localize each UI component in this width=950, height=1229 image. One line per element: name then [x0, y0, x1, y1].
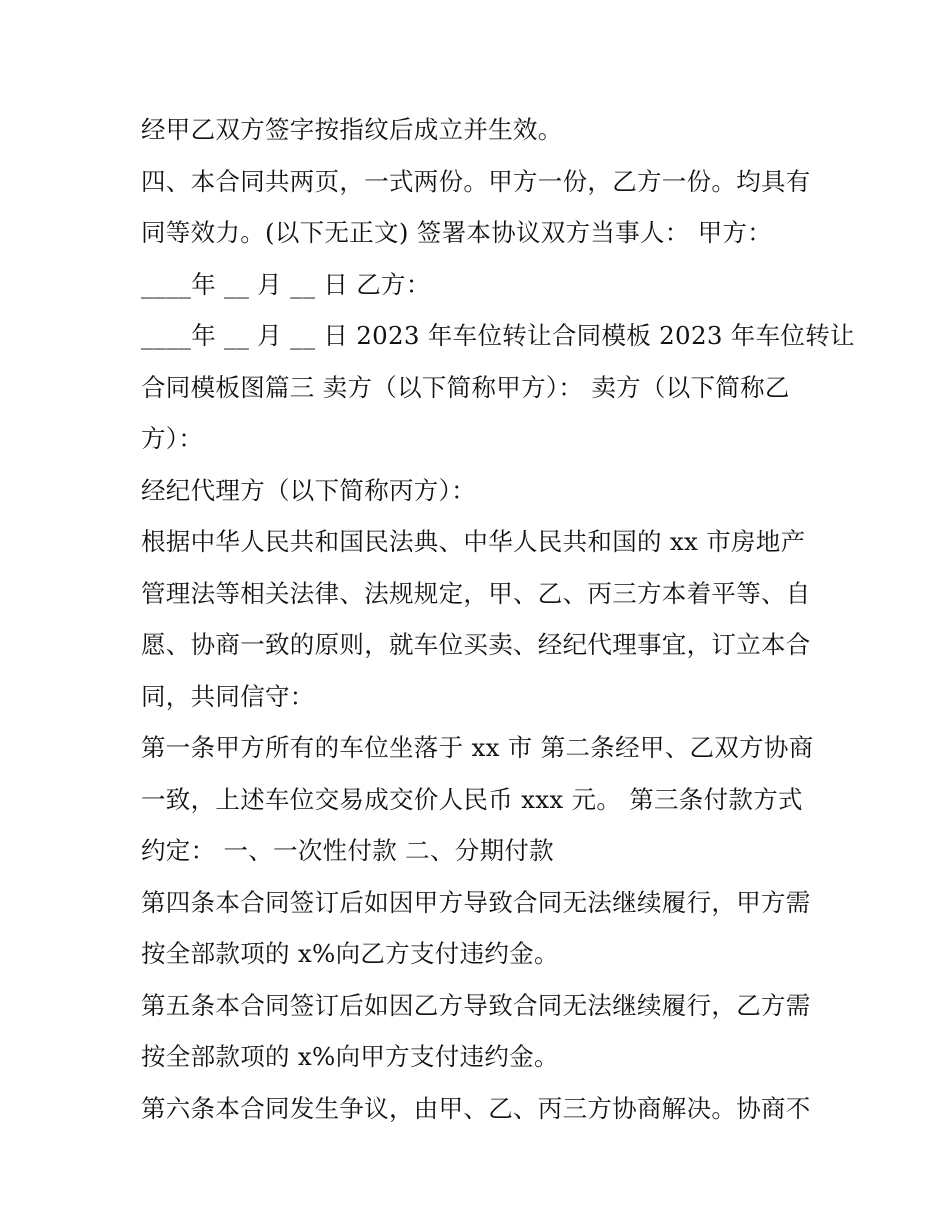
text-line: 经甲乙双方签字按指纹后成立并生效。 — [141, 115, 563, 144]
document-body — [141, 109, 855, 1139]
text-line: 按全部款项的 x%向乙方支付违约金。 — [141, 939, 559, 968]
text-line: 根据中华人民共和国民法典、中华人民共和国的 xx 市房地产 — [141, 527, 806, 556]
text-line: 管理法等相关法律、法规规定，甲、乙、丙三方本着平等、自 — [141, 578, 811, 608]
text-line: 合同模板图篇三 卖方（以下简称甲方）： 卖方（以下简称乙 — [141, 372, 790, 402]
text-line: 第六条本合同发生争议，由甲、乙、丙三方协商解决。协商不 — [141, 1093, 811, 1123]
text-line: 同等效力。(以下无正文) 签署本协议双方当事人： 甲方： — [141, 218, 773, 247]
text-line: 第五条本合同签订后如因乙方导致合同无法继续履行，乙方需 — [141, 990, 811, 1020]
text-line: 第一条甲方所有的车位坐落于 xx 市 第二条经甲、乙双方协商 — [141, 733, 814, 762]
text-line: 经纪代理方（以下简称丙方）： — [141, 475, 476, 505]
text-line: 约定： 一、一次性付款 二、分期付款 — [141, 836, 554, 865]
text-line: 愿、协商一致的原则，就车位买卖、经纪代理事宜，订立本合 — [141, 630, 811, 659]
text-line: 同，共同信守： — [141, 681, 315, 711]
text-line: ____年 __ 月 __ 日 乙方： — [141, 269, 431, 299]
text-line: 四、本合同共两页，一式两份。甲方一份，乙方一份。均具有 — [141, 166, 811, 196]
text-line: 按全部款项的 x%向甲方支付违约金。 — [141, 1042, 559, 1071]
text-line: 一致，上述车位交易成交价人民币 xxx 元。 第三条付款方式 — [141, 784, 803, 814]
text-line: 方）： — [141, 424, 204, 453]
text-line: 第四条本合同签订后如因甲方导致合同无法继续履行，甲方需 — [141, 887, 811, 917]
text-line: ____年 __ 月 __ 日 2023 年车位转让合同模板 2023 年车位转让 — [141, 321, 855, 350]
